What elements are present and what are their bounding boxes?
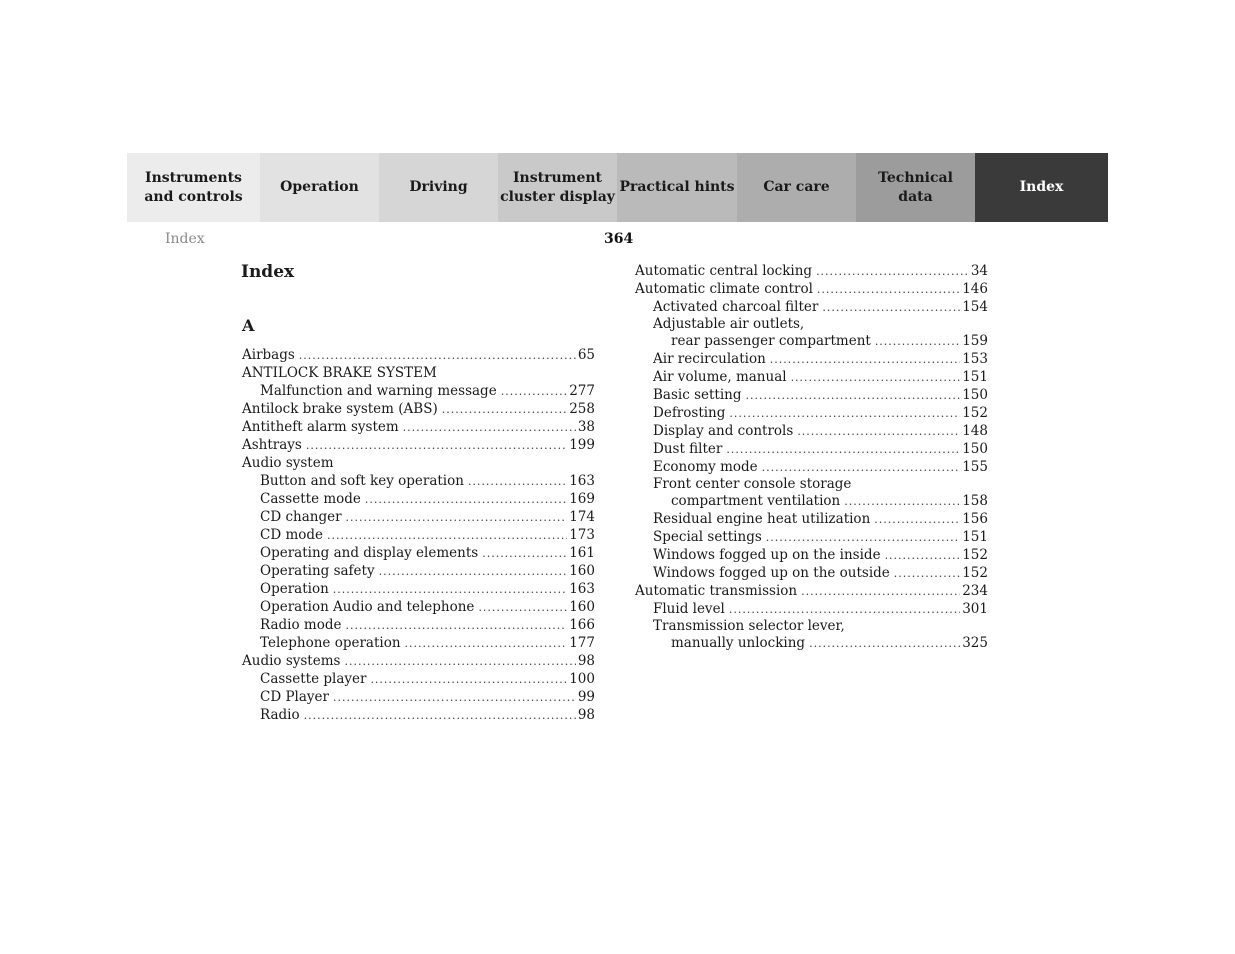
tab-operation[interactable]: Operation [260, 153, 379, 222]
index-entry[interactable] [242, 688, 595, 706]
index-entry[interactable] [242, 400, 595, 418]
index-entry[interactable] [635, 422, 988, 440]
index-entry-page: 151 [962, 369, 988, 385]
dot-leader [729, 601, 960, 619]
index-entry-page: 173 [569, 527, 595, 543]
dot-leader [746, 387, 961, 405]
index-entry-label: Residual engine heat utilization [653, 511, 871, 527]
index-entry-label: manually unlocking [671, 635, 806, 651]
index-entry[interactable] [242, 346, 595, 364]
index-entry-label: Antilock brake system (ABS) [242, 401, 438, 417]
index-entry[interactable] [635, 564, 988, 582]
index-entry-page: 234 [962, 583, 988, 599]
index-entry[interactable] [635, 618, 988, 652]
index-entry[interactable] [635, 528, 988, 546]
dot-leader [501, 383, 568, 401]
index-entry-label: Operating safety [260, 563, 375, 579]
index-entry[interactable] [242, 526, 595, 544]
index-entry-heading: Adjustable air outlets, [653, 316, 805, 332]
dot-leader [370, 671, 567, 689]
index-entry[interactable] [635, 476, 988, 510]
tab-practical-hints[interactable]: Practical hints [617, 153, 737, 222]
index-entry-label: Air volume, manual [653, 369, 787, 385]
tab-instrument-cluster-display[interactable]: Instrument cluster display [498, 153, 617, 222]
index-entry-page: 174 [569, 509, 595, 525]
dot-leader [405, 635, 568, 653]
dot-leader [791, 369, 961, 387]
index-entry-label: Malfunction and warning message [260, 383, 497, 399]
index-entry-label: Ashtrays [242, 437, 302, 453]
index-entry[interactable] [242, 544, 595, 562]
index-entry-label: CD mode [260, 527, 324, 543]
dot-leader [379, 563, 568, 581]
index-entry-page: 325 [962, 635, 988, 651]
index-entry-label: Display and controls [653, 423, 794, 439]
page-number: 364 [604, 231, 634, 247]
index-column-left [242, 346, 595, 724]
index-entry-label: CD Player [260, 689, 329, 705]
index-entry[interactable] [242, 454, 595, 472]
index-entry-label: Special settings [653, 529, 762, 545]
dot-leader [365, 491, 567, 509]
index-entry[interactable] [635, 546, 988, 564]
index-entry-label: Automatic transmission [635, 583, 798, 599]
dot-leader [304, 707, 576, 725]
index-entry[interactable] [242, 598, 595, 616]
index-entry-page: 65 [577, 347, 595, 363]
dot-leader [344, 653, 575, 671]
index-entry-label: Automatic climate control [635, 281, 813, 297]
index-entry[interactable] [242, 472, 595, 490]
index-entry-label: Cassette player [260, 671, 367, 687]
dot-leader [894, 565, 960, 583]
index-entry[interactable] [242, 382, 595, 400]
dot-leader [844, 493, 960, 511]
tab-instruments-and-controls[interactable]: Instruments and controls [127, 153, 260, 222]
index-entry[interactable] [242, 670, 595, 688]
index-entry[interactable] [242, 364, 595, 382]
index-entry[interactable] [635, 582, 988, 600]
index-entry-page: 150 [962, 387, 988, 403]
running-header-section: Index [165, 231, 205, 247]
page-title: Index [241, 262, 295, 282]
index-entry-label: Radio mode [260, 617, 342, 633]
index-entry-page: 148 [962, 423, 988, 439]
index-entry-page: 277 [569, 383, 595, 399]
index-entry-label: compartment ventilation [671, 493, 841, 509]
dot-leader [306, 437, 567, 455]
dot-leader [822, 299, 960, 317]
tab-driving[interactable]: Driving [379, 153, 498, 222]
index-entry-page: 177 [569, 635, 595, 651]
index-entry[interactable] [242, 562, 595, 580]
index-entry-heading: Front center console storage [653, 476, 852, 492]
index-entry-label: Activated charcoal filter [653, 299, 819, 315]
index-entry-page: 34 [970, 263, 988, 279]
index-entry-page: 159 [962, 333, 988, 349]
dot-leader [874, 511, 960, 529]
dot-leader [346, 509, 568, 527]
index-entry[interactable] [635, 386, 988, 404]
dot-leader [816, 263, 969, 281]
index-entry-label: Windows fogged up on the outside [653, 565, 890, 581]
tab-index[interactable]: Index [975, 153, 1108, 222]
index-entry[interactable] [635, 262, 988, 280]
dot-leader [762, 459, 961, 477]
dot-leader [333, 581, 567, 599]
index-entry-page: 98 [577, 653, 595, 669]
index-entry-label: Economy mode [653, 459, 758, 475]
index-entry-label: Telephone operation [260, 635, 401, 651]
index-column-right [635, 262, 988, 652]
index-entry[interactable] [242, 616, 595, 634]
index-entry-page: 38 [577, 419, 595, 435]
index-entry-page: 160 [569, 563, 595, 579]
index-entry-label: Fluid level [653, 601, 725, 617]
dot-leader [729, 405, 960, 423]
index-entry-page: 152 [962, 405, 988, 421]
dot-leader [817, 281, 960, 299]
index-entry-page: 155 [962, 459, 988, 475]
index-entry[interactable] [635, 316, 988, 350]
index-entry-label: Defrosting [653, 405, 726, 421]
index-entry-page: 158 [962, 493, 988, 509]
index-entry-page: 154 [962, 299, 988, 315]
dot-leader [801, 583, 960, 601]
index-entry-page: 153 [962, 351, 988, 367]
dot-leader [875, 333, 960, 351]
index-entry-label: CD changer [260, 509, 342, 525]
index-entry-label: Button and soft key operation [260, 473, 464, 489]
dot-leader [403, 419, 576, 437]
index-entry[interactable] [635, 280, 988, 298]
index-entry[interactable] [242, 490, 595, 508]
dot-leader [442, 401, 568, 419]
tab-car-care[interactable]: Car care [737, 153, 856, 222]
index-entry[interactable] [635, 404, 988, 422]
index-entry-label: ANTILOCK BRAKE SYSTEM [242, 365, 437, 381]
tab-technical-data[interactable]: Technical data [856, 153, 975, 222]
index-entry[interactable] [635, 600, 988, 618]
index-entry-page: 160 [569, 599, 595, 615]
dot-leader [299, 347, 576, 365]
index-entry-label: Radio [260, 707, 300, 723]
index-entry[interactable] [635, 298, 988, 316]
index-entry-page: 151 [962, 529, 988, 545]
index-entry-label: Operation [260, 581, 329, 597]
dot-leader [478, 599, 567, 617]
index-entry-page: 150 [962, 441, 988, 457]
index-entry-label: Dust filter [653, 441, 723, 457]
index-entry-label: Audio systems [242, 653, 341, 669]
index-entry-label: Basic setting [653, 387, 742, 403]
index-entry-label: Automatic central locking [635, 263, 813, 279]
index-entry-page: 152 [962, 565, 988, 581]
index-entry-page: 163 [569, 473, 595, 489]
index-entry[interactable] [635, 510, 988, 528]
index-entry-page: 258 [569, 401, 595, 417]
dot-leader [885, 547, 961, 565]
index-entry[interactable] [242, 652, 595, 670]
index-entry[interactable] [635, 440, 988, 458]
index-entry-label: Air recirculation [653, 351, 766, 367]
index-entry-label: Operation Audio and telephone [260, 599, 475, 615]
dot-leader [468, 473, 567, 491]
dot-leader [766, 529, 960, 547]
index-entry-page: 199 [569, 437, 595, 453]
dot-leader [482, 545, 567, 563]
index-entry[interactable] [242, 418, 595, 436]
dot-leader [797, 423, 960, 441]
dot-leader [345, 617, 567, 635]
index-entry-heading: Transmission selector lever, [653, 618, 845, 634]
index-entry-page: 146 [962, 281, 988, 297]
index-entry[interactable] [635, 458, 988, 476]
index-entry-page: 169 [569, 491, 595, 507]
index-entry[interactable] [242, 706, 595, 724]
index-entry[interactable] [242, 508, 595, 526]
index-entry-page: 152 [962, 547, 988, 563]
index-entry[interactable] [635, 368, 988, 386]
index-entry[interactable] [242, 634, 595, 652]
index-entry-label: Windows fogged up on the inside [653, 547, 881, 563]
dot-leader [809, 635, 960, 653]
index-entry-label: Cassette mode [260, 491, 361, 507]
dot-leader [333, 689, 576, 707]
index-entry[interactable] [242, 436, 595, 454]
index-entry[interactable] [635, 350, 988, 368]
index-entry-label: Antitheft alarm system [242, 419, 399, 435]
index-entry-label: Operating and display elements [260, 545, 479, 561]
index-entry-label: rear passenger compartment [671, 333, 871, 349]
index-entry-page: 301 [962, 601, 988, 617]
index-entry-page: 98 [577, 707, 595, 723]
index-entry-page: 161 [569, 545, 595, 561]
dot-leader [770, 351, 960, 369]
index-entry-page: 100 [569, 671, 595, 687]
dot-leader [327, 527, 567, 545]
letter-heading: A [242, 316, 255, 335]
index-entry[interactable] [242, 580, 595, 598]
dot-leader [726, 441, 960, 459]
section-tab-bar [127, 153, 1108, 222]
index-entry-page: 166 [569, 617, 595, 633]
index-entry-page: 156 [962, 511, 988, 527]
index-entry-page: 163 [569, 581, 595, 597]
index-entry-label: Airbags [242, 347, 295, 363]
index-entry-label: Audio system [242, 455, 334, 471]
index-entry-page: 99 [577, 689, 595, 705]
